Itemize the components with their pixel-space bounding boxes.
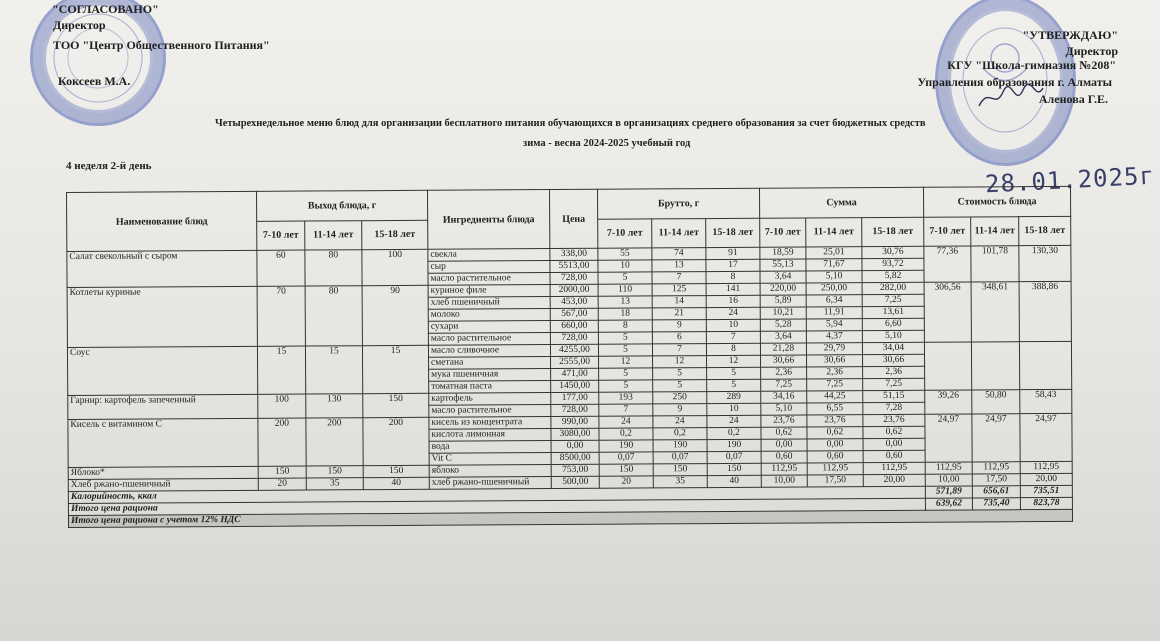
gross-age-11-14: 11-14 лет: [652, 218, 706, 248]
ingredient-gross: 150: [653, 464, 707, 476]
ingredient-name: яблоко: [429, 465, 551, 478]
ingredient-name: вода: [429, 441, 551, 454]
ingredient-gross: 141: [706, 283, 760, 295]
dish-cost: 388,86: [1019, 281, 1071, 341]
dish-yield: 15: [257, 346, 305, 394]
dish-name: Салат свекольный с сыром: [67, 250, 257, 287]
dish-yield: 150: [363, 393, 429, 417]
ingredient-sum: 7,25: [863, 378, 925, 390]
dish-cost: 58,43: [1020, 389, 1072, 413]
dish-cost: 306,56: [924, 282, 971, 342]
approval-right-line4: Управления образования г. Алматы: [917, 75, 1112, 89]
ingredient-sum: 2,36: [863, 366, 925, 378]
approval-right-line5: Аленова Г.Е.: [1038, 92, 1108, 106]
ingredient-price: 338,00: [550, 248, 598, 260]
dish-yield: 80: [305, 250, 362, 286]
dish-yield: 40: [363, 477, 429, 489]
ingredient-gross: 12: [653, 356, 707, 368]
ingredient-gross: 7: [652, 344, 706, 356]
ingredient-gross: 5: [598, 332, 652, 344]
sum-age-15-18: 15-18 лет: [862, 217, 924, 247]
ingredient-name: масло растительное: [428, 273, 550, 286]
dish-cost: 112,95: [1020, 461, 1072, 473]
ingredient-gross: 20: [599, 476, 653, 488]
ingredient-name: кисель из концентрата: [429, 417, 551, 430]
dish-yield: 60: [257, 250, 305, 286]
dish-cost: [1019, 341, 1071, 389]
calories-7-10: 571,89: [925, 486, 972, 498]
ingredient-name: масло сливочное: [428, 345, 550, 358]
ingredient-price: 728,00: [550, 332, 598, 344]
dish-name: Яблоко*: [68, 466, 258, 479]
handwritten-date: 28.01.2025г: [984, 161, 1156, 199]
week-day-label: 4 неделя 2-й день: [66, 160, 152, 172]
ingredient-sum: 4,37: [806, 331, 862, 343]
cost-age-7-10: 7-10 лет: [924, 216, 971, 246]
ingredient-gross: 21: [652, 308, 706, 320]
ingredient-sum: 71,67: [806, 259, 862, 271]
ingredient-gross: 24: [599, 416, 653, 428]
ingredient-gross: 0,07: [707, 451, 761, 463]
ingredient-sum: 5,89: [760, 295, 806, 307]
ingredient-sum: 20,00: [863, 474, 925, 486]
ingredient-sum: 0,00: [863, 438, 925, 450]
dish-yield: 80: [305, 286, 362, 346]
dish-yield: 100: [362, 249, 428, 285]
ingredient-name: сухари: [428, 321, 550, 334]
dish-cost: 24,97: [925, 414, 972, 462]
dish-cost: 24,97: [1020, 413, 1072, 461]
ingredient-sum: 5,10: [806, 271, 862, 283]
yield-age-11-14: 11-14 лет: [305, 220, 362, 250]
ingredient-gross: 9: [653, 404, 707, 416]
ingredient-gross: 14: [652, 296, 706, 308]
ingredient-sum: 3,64: [760, 331, 806, 343]
ingredient-name: масло растительное: [428, 333, 550, 346]
ingredient-gross: 0,2: [707, 427, 761, 439]
dish-cost: 24,97: [972, 414, 1020, 462]
total-11-14: 735,40: [972, 498, 1020, 510]
ingredient-gross: 5: [599, 368, 653, 380]
ingredient-gross: 12: [599, 356, 653, 368]
ingredient-sum: 21,28: [760, 343, 806, 355]
signature-icon: [975, 82, 1045, 112]
ingredient-sum: 29,79: [806, 343, 862, 355]
ingredient-gross: 0,2: [653, 428, 707, 440]
dish-name: Котлеты куриные: [67, 286, 257, 347]
yield-age-15-18: 15-18 лет: [362, 220, 428, 250]
total-15-18: 823,78: [1020, 497, 1072, 509]
ingredient-gross: 40: [707, 475, 761, 487]
ingredient-sum: 5,94: [806, 319, 862, 331]
ingredient-name: сметана: [429, 357, 551, 370]
ingredient-sum: 30,66: [863, 354, 925, 366]
ingredient-price: 3080,00: [551, 428, 599, 440]
dish-yield: 20: [258, 478, 306, 490]
ingredient-name: масло растительное: [429, 405, 551, 418]
ingredient-price: 471,00: [551, 368, 599, 380]
ingredient-gross: 0,2: [599, 428, 653, 440]
ingredient-gross: 9: [652, 320, 706, 332]
dish-cost: 130,30: [1019, 245, 1071, 281]
ingredient-sum: 0,60: [863, 450, 925, 462]
ingredient-sum: 30,76: [862, 246, 924, 258]
cost-age-15-18: 15-18 лет: [1019, 216, 1071, 246]
dish-name: Хлеб ржано-пшеничный: [68, 478, 258, 491]
yield-age-7-10: 7-10 лет: [257, 221, 305, 251]
header-sum: Сумма: [759, 187, 923, 218]
ingredient-gross: 7: [652, 272, 706, 284]
header-gross: Брутто, г: [597, 188, 759, 218]
ingredient-gross: 110: [598, 284, 652, 296]
ingredient-sum: 18,59: [760, 247, 806, 259]
ingredient-sum: 3,64: [760, 271, 806, 283]
dish-yield: 15: [362, 345, 428, 393]
ingredient-sum: 30,66: [761, 355, 807, 367]
ingredient-sum: 30,66: [807, 355, 863, 367]
header-yield: Выход блюда, г: [256, 190, 427, 221]
dish-yield: 200: [363, 417, 429, 465]
dish-yield: 200: [306, 418, 363, 466]
ingredient-gross: 8: [598, 320, 652, 332]
total-vat-label: Итого цена рациона с учетом 12% НДС: [68, 509, 1072, 527]
ingredient-sum: 112,95: [863, 462, 925, 474]
menu-table: [66, 186, 1073, 528]
ingredient-sum: 5,10: [761, 403, 807, 415]
ingredient-sum: 2,36: [807, 367, 863, 379]
approval-left-line4: Коксеев М.А.: [58, 74, 131, 88]
ingredient-sum: 55,13: [760, 259, 806, 271]
ingredient-gross: 5: [598, 344, 652, 356]
approval-left-line1: "СОГЛАСОВАНО": [52, 2, 159, 16]
ingredient-sum: 0,60: [807, 451, 863, 463]
ingredient-sum: 282,00: [862, 282, 924, 294]
ingredient-price: 660,00: [550, 320, 598, 332]
total-label: Итого цена рациона: [68, 498, 925, 515]
ingredient-sum: 23,76: [863, 414, 925, 426]
ingredient-gross: 150: [599, 464, 653, 476]
ingredient-sum: 0,00: [807, 439, 863, 451]
ingredient-gross: 8: [706, 271, 760, 283]
header-cost: Стоимость блюда: [923, 186, 1070, 216]
ingredient-price: 2000,00: [550, 284, 598, 296]
dish-yield: 150: [363, 465, 429, 477]
ingredient-gross: 193: [599, 392, 653, 404]
ingredient-sum: 5,10: [862, 330, 924, 342]
ingredient-sum: 6,60: [862, 318, 924, 330]
ingredient-price: 0,00: [551, 440, 599, 452]
ingredient-sum: 25,01: [806, 247, 862, 259]
ingredient-gross: 24: [706, 307, 760, 319]
ingredient-name: картофель: [429, 393, 551, 406]
ingredient-price: 177,00: [551, 392, 599, 404]
ingredient-sum: 0,62: [863, 426, 925, 438]
dish-cost: [924, 342, 971, 390]
dish-yield: 200: [258, 418, 306, 466]
ingredient-price: 990,00: [551, 416, 599, 428]
ingredient-gross: 125: [652, 284, 706, 296]
ingredient-gross: 190: [707, 439, 761, 451]
ingredient-price: 500,00: [551, 476, 599, 488]
ingredient-name: кислота лимонная: [429, 429, 551, 442]
dish-cost: 50,80: [972, 390, 1020, 414]
ingredient-gross: 289: [707, 391, 761, 403]
dish-yield: 70: [257, 286, 305, 346]
ingredient-sum: 11,91: [806, 307, 862, 319]
menu-table-body: [67, 245, 1072, 491]
ingredient-sum: 0,00: [761, 439, 807, 451]
ingredient-gross: 5: [707, 367, 761, 379]
dish-name: Соус: [67, 346, 257, 395]
ingredient-name: томатная паста: [429, 381, 551, 394]
dish-cost: 112,95: [925, 462, 972, 474]
ingredient-name: хлеб ржано-пшеничный: [429, 477, 551, 490]
ingredient-gross: 5: [653, 380, 707, 392]
ingredient-sum: 17,50: [807, 475, 863, 487]
sum-age-7-10: 7-10 лет: [760, 217, 806, 247]
ingredient-gross: 55: [598, 248, 652, 260]
dish-name: Кисель с витамином С: [68, 418, 258, 467]
ingredient-sum: 7,25: [862, 294, 924, 306]
ingredient-gross: 13: [652, 260, 706, 272]
ingredient-price: 1450,00: [551, 380, 599, 392]
ingredient-sum: 6,34: [806, 295, 862, 307]
dish-cost: 20,00: [1020, 473, 1072, 485]
header-price: Цена: [549, 189, 597, 248]
ingredient-gross: 10: [707, 403, 761, 415]
ingredient-sum: 93,72: [862, 258, 924, 270]
ingredient-sum: 7,28: [863, 402, 925, 414]
ingredient-sum: 13,61: [862, 306, 924, 318]
header-ingredients: Ингредиенты блюда: [427, 190, 549, 250]
ingredient-price: 753,00: [551, 464, 599, 476]
ingredient-sum: 10,21: [760, 307, 806, 319]
ingredient-gross: 10: [598, 260, 652, 272]
ingredient-sum: 5,82: [862, 270, 924, 282]
ingredient-name: свекла: [428, 249, 550, 262]
calories-15-18: 735,51: [1020, 485, 1072, 497]
ingredient-name: молоко: [428, 309, 550, 322]
ingredient-sum: 44,25: [807, 391, 863, 403]
ingredient-gross: 8: [706, 343, 760, 355]
dish-cost: 112,95: [972, 462, 1020, 474]
ingredient-gross: 16: [706, 295, 760, 307]
ingredient-price: 728,00: [550, 272, 598, 284]
ingredient-sum: 0,62: [761, 427, 807, 439]
ingredient-sum: 112,95: [761, 463, 807, 475]
ingredient-gross: 17: [706, 259, 760, 271]
calories-label: Калорийность, ккал: [68, 486, 925, 503]
dish-name: Гарнир: картофель запеченный: [68, 394, 258, 419]
dish-cost: 77,36: [924, 246, 971, 282]
ingredient-sum: 0,60: [761, 451, 807, 463]
ingredient-gross: 5: [598, 272, 652, 284]
approval-left-line2: Директор: [53, 18, 106, 32]
ingredient-gross: 18: [598, 308, 652, 320]
dish-yield: 90: [362, 285, 428, 345]
ingredient-name: Vit C: [429, 453, 551, 466]
approval-right-line1: "УТВЕРЖДАЮ": [1022, 28, 1118, 42]
menu-season: зима - весна 2024-2025 учебный год: [523, 138, 691, 149]
ingredient-gross: 250: [653, 392, 707, 404]
sum-age-11-14: 11-14 лет: [806, 217, 862, 247]
ingredient-gross: 0,07: [599, 452, 653, 464]
dish-yield: 100: [258, 394, 306, 418]
dish-cost: 101,78: [971, 246, 1019, 282]
ingredient-price: 453,00: [550, 296, 598, 308]
ingredient-gross: 13: [598, 296, 652, 308]
ingredient-sum: 5,28: [760, 319, 806, 331]
ingredient-gross: 5: [599, 380, 653, 392]
ingredient-gross: 7: [706, 331, 760, 343]
ingredient-name: куриное филе: [428, 285, 550, 298]
ingredient-price: 728,00: [551, 404, 599, 416]
ingredient-gross: 0,07: [653, 452, 707, 464]
ingredient-sum: 250,00: [806, 283, 862, 295]
ingredient-sum: 112,95: [807, 463, 863, 475]
ingredient-price: 567,00: [550, 308, 598, 320]
ingredient-price: 4255,00: [550, 344, 598, 356]
menu-title: Четырехнедельное меню блюд для организации бесплатного питания обучающихся в организациях среднего образования за счет бюджетных средств: [215, 118, 926, 129]
ingredient-gross: 24: [653, 416, 707, 428]
dish-cost: 39,26: [925, 390, 972, 414]
ingredient-sum: 34,16: [761, 391, 807, 403]
ingredient-sum: 6,55: [807, 403, 863, 415]
dish-yield: 15: [305, 346, 362, 394]
ingredient-gross: 10: [706, 319, 760, 331]
header-dish: Наименование блюд: [67, 191, 257, 251]
ingredient-price: 2555,00: [551, 356, 599, 368]
dish-yield: 35: [306, 478, 363, 490]
ingredient-gross: 5: [707, 379, 761, 391]
ingredient-sum: 34,04: [862, 342, 924, 354]
ingredient-gross: 190: [599, 440, 653, 452]
approval-right-line3: КГУ "Школа-гимназия №208": [947, 58, 1116, 72]
ingredient-sum: 2,36: [761, 367, 807, 379]
ingredient-gross: 7: [599, 404, 653, 416]
ingredient-price: 5513,00: [550, 260, 598, 272]
gross-age-7-10: 7-10 лет: [598, 218, 652, 248]
ingredient-gross: 12: [707, 355, 761, 367]
dish-cost: 17,50: [972, 474, 1020, 486]
dish-yield: 150: [306, 466, 363, 478]
ingredient-gross: 150: [707, 463, 761, 475]
ingredient-name: хлеб пшеничный: [428, 297, 550, 310]
calories-11-14: 656,61: [972, 486, 1020, 498]
gross-age-15-18: 15-18 лет: [706, 218, 760, 248]
dish-yield: 130: [306, 394, 363, 418]
approval-left-line3: ТОО "Центр Общественного Питания": [53, 38, 270, 52]
dish-yield: 150: [258, 466, 306, 478]
ingredient-sum: 7,25: [807, 379, 863, 391]
ingredient-gross: 35: [653, 476, 707, 488]
dish-cost: 10,00: [925, 474, 972, 486]
ingredient-gross: 74: [652, 248, 706, 260]
ingredient-sum: 23,76: [761, 415, 807, 427]
ingredient-sum: 7,25: [761, 379, 807, 391]
ingredient-name: мука пшеничная: [429, 369, 551, 382]
ingredient-name: сыр: [428, 261, 550, 274]
approval-right-line2: Директор: [1065, 44, 1118, 58]
ingredient-sum: 10,00: [761, 475, 807, 487]
ingredient-gross: 91: [706, 247, 760, 259]
ingredient-price: 8500,00: [551, 452, 599, 464]
ingredient-gross: 5: [653, 368, 707, 380]
ingredient-gross: 6: [652, 332, 706, 344]
ingredient-sum: 23,76: [807, 415, 863, 427]
dish-cost: [971, 342, 1019, 390]
cost-age-11-14: 11-14 лет: [971, 216, 1019, 246]
ingredient-sum: 51,15: [863, 390, 925, 402]
ingredient-gross: 190: [653, 440, 707, 452]
ingredient-sum: 220,00: [760, 283, 806, 295]
dish-cost: 348,61: [971, 282, 1019, 342]
ingredient-gross: 24: [707, 415, 761, 427]
ingredient-sum: 0,62: [807, 427, 863, 439]
total-7-10: 639,62: [925, 498, 972, 510]
